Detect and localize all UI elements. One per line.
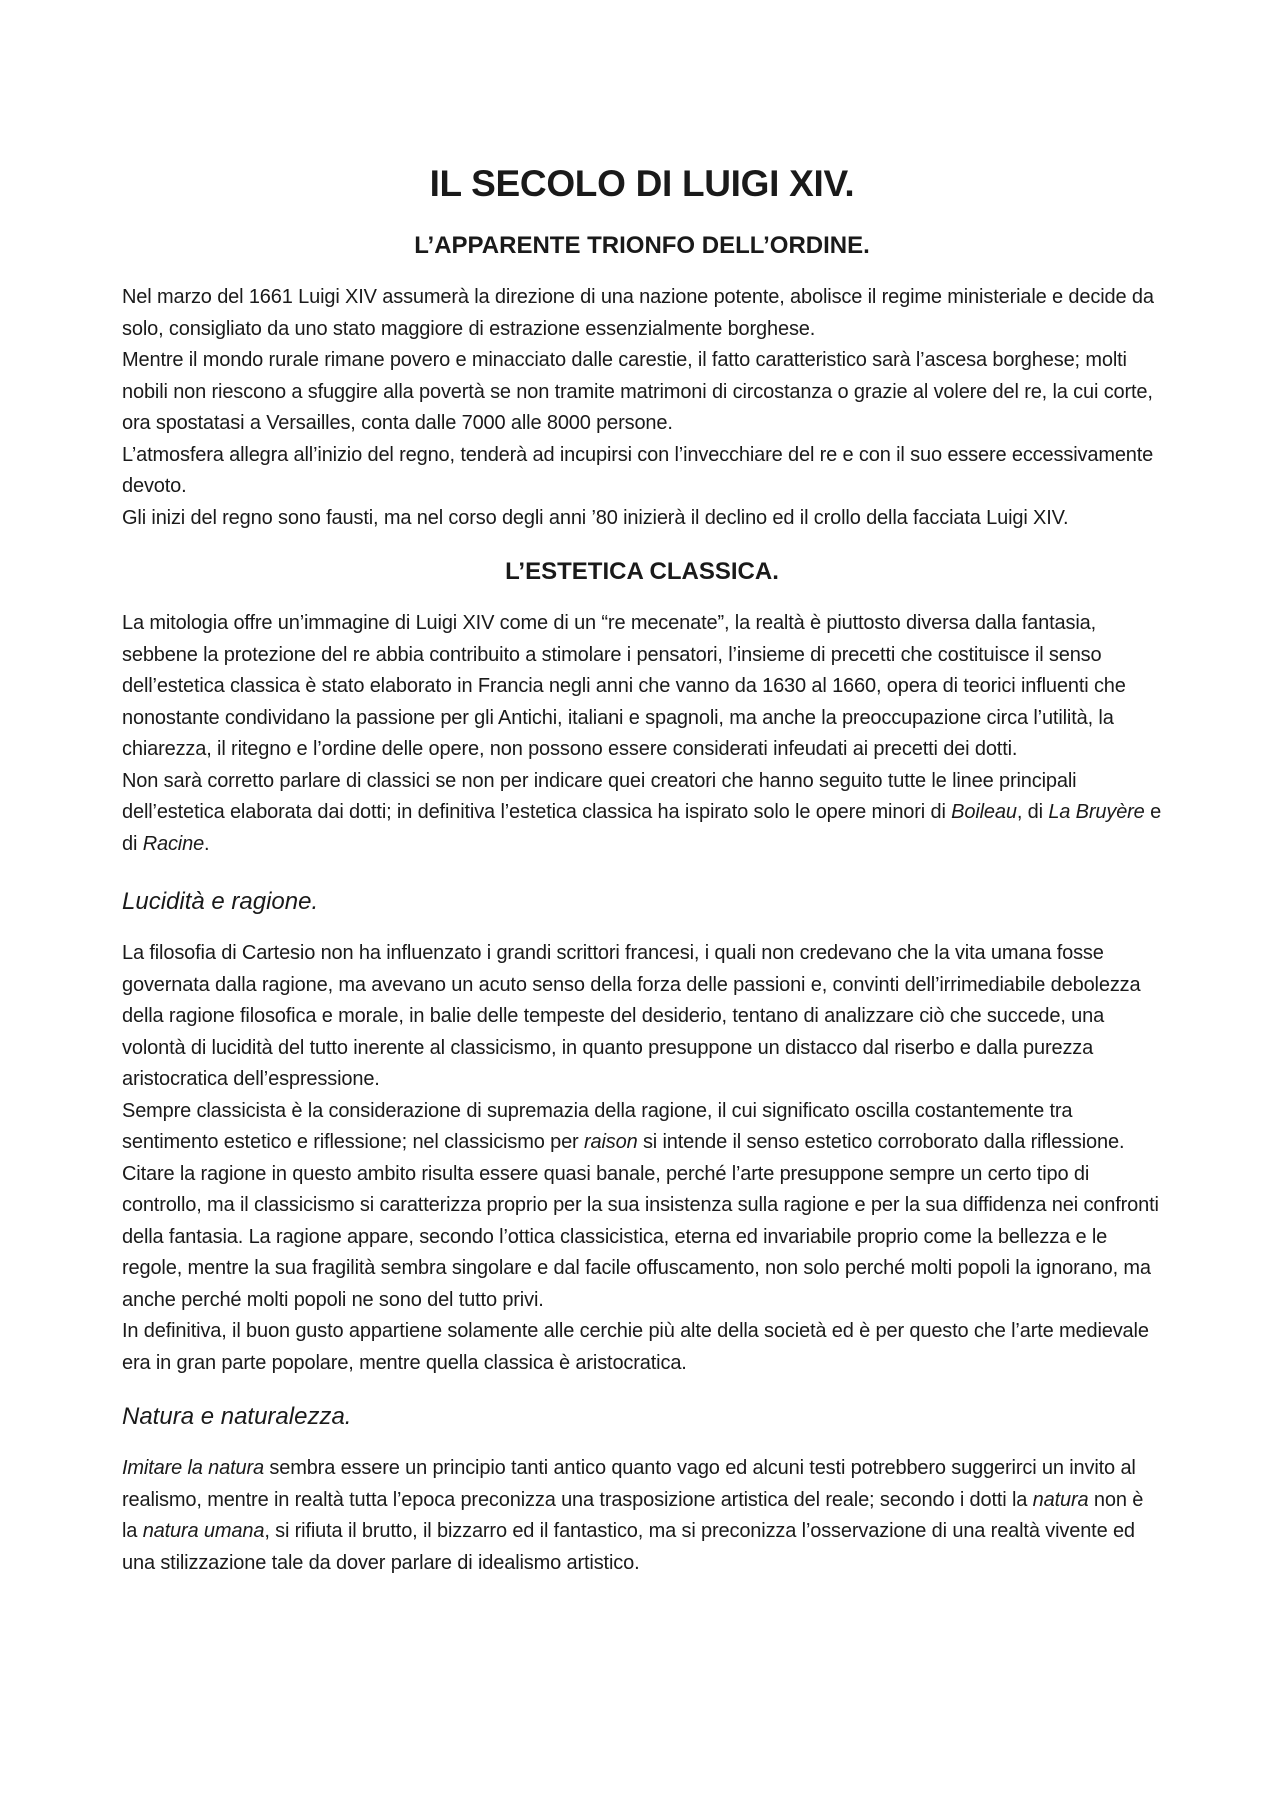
paragraph [122,1096,1162,1317]
author-name: Boileau [951,801,1017,823]
paragraph-text: Sempre classicista è la considerazione di supremazia della ragione, il cui significato oscilla costantemente tra sentimento estetico e riflessione; nel classicismo per [122,1099,1073,1153]
paragraph: Gli inizi del regno sono fausti, ma nel corso degli anni ’80 inizierà il declino ed il crollo della facciata Luigi XIV. [122,506,1069,529]
paragraph-text: non è la [122,1488,1144,1542]
paragraph: La mitologia offre un’immagine di Luigi XIV come di un “re mecenate”, la realtà è piuttosto diversa dalla fantasia, sebbene la protezione del re abbia contribuito a stimolare i pensatori, l’insieme di precetti che costituisce il senso dell’estetica classica è stato elaborato in Francia negli anni che vanno da 1630 al 1660, opera di teorici influenti che nonostante condividano la passione per gli Antichi, italiani e spagnoli, ma anche la preoccupazione circa l’utilità, la chiarezza, il ritegno e l’ordine delle opere, non possono essere considerati infeudati ai precetti dei dotti. [122,612,1126,760]
paragraph [122,766,1162,861]
paragraph [122,1453,1162,1579]
paragraph: La filosofia di Cartesio non ha influenzato i grandi scrittori francesi, i quali non credevano che la vita umana fosse governata dalla ragione, ma avevano un acuto senso della forza delle passioni e, convinti dell’irrimediabile debolezza della ragione filosofica e morale, in balie delle tempeste del desiderio, tentano di analizzare ciò che succede, una volontà di lucidità del tutto inerente al classicismo, in quanto presuppone un distacco dal riserbo e dalla purezza aristocratica dell’espressione. [122,942,1141,1090]
paragraph: Mentre il mondo rurale rimane povero e minacciato dalle carestie, il fatto caratteristico sarà l’ascesa borghese; molti nobili non riescono a sfuggire alla povertà se non tramite matrimoni di circostanza o grazie al volere del re, la cui corte, ora spostatasi a Versailles, conta dalle 7000 alle 8000 persone. [122,349,1153,434]
document-title: IL SECOLO DI LUIGI XIV. [429,163,855,204]
paragraph-text: Non sarà corretto parlare di classici se non per indicare quei creatori che hanno seguito tutte le linee principali dell’estetica elaborata dai dotti; in definitiva l’estetica classica ha ispirato solo le opere minori di [122,769,1077,823]
author-name: La Bruyère [1048,801,1145,823]
paragraph-text: . [204,832,210,855]
paragraph-text: sembra essere un principio tanti antico quanto vago ed alcuni testi potrebbero suggerirci un invito al realismo, mentre in realtà tutta l’epoca preconizza una trasposizione artistica del reale; secondo i dotti la [122,1457,1136,1511]
paragraph: L’atmosfera allegra all’inizio del regno, tenderà ad incupirsi con l’invecchiare del re e con il suo essere eccessivamente devoto. [122,443,1154,497]
section-heading-estetica: L’ESTETICA CLASSICA. [505,558,779,585]
paragraph-text: e di [122,801,1162,855]
paragraph: In definitiva, il buon gusto appartiene solamente alle cerchie più alte della società ed è per questo che l’arte medievale era in gran parte popolare, mentre quella classica è aristocratica. [122,1320,1149,1374]
section-heading-ordine: L’APPARENTE TRIONFO DELL’ORDINE. [414,232,870,259]
subsection-heading-lucidita: Lucidità e ragione. [122,888,319,915]
italic-term: natura [1032,1488,1089,1511]
paragraph: Nel marzo del 1661 Luigi XIV assumerà la direzione di una nazione potente, abolisce il regime ministeriale e decide da solo, consigliato da uno stato maggiore di estrazione essenzialmente borghese. [122,286,1154,340]
italic-term: Imitare la natura [122,1457,264,1479]
author-name: Racine [142,832,205,855]
italic-term: raison [583,1131,638,1153]
paragraph-text: , si rifiuta il brutto, il bizzarro ed il fantastico, ma si preconizza l’osservazione di una realtà vivente ed una stilizzazione tale da dover parlare di idealismo artistico. [122,1520,1135,1574]
italic-term: natura umana [142,1520,265,1542]
document-page [122,160,1162,1579]
paragraph-text: , di [1016,801,1049,823]
paragraph-text: si intende il senso estetico corroborato dalla riflessione. Citare la ragione in questo ambito risulta essere quasi banale, perché l’arte presuppone sempre un certo tipo di controllo, ma il classicismo si caratterizza proprio per la sua insistenza sulla ragione e per la sua diffidenza nei confronti della fantasia. La ragione appare, secondo l’ottica classicistica, eterna ed invariabile proprio come la bellezza e le regole, mentre la sua fragilità sembra singolare e dal facile offuscamento, non solo perché molti popoli la ignorano, ma anche perché molti popoli ne sono del tutto privi. [122,1131,1159,1311]
subsection-heading-natura: Natura e naturalezza. [122,1403,352,1430]
